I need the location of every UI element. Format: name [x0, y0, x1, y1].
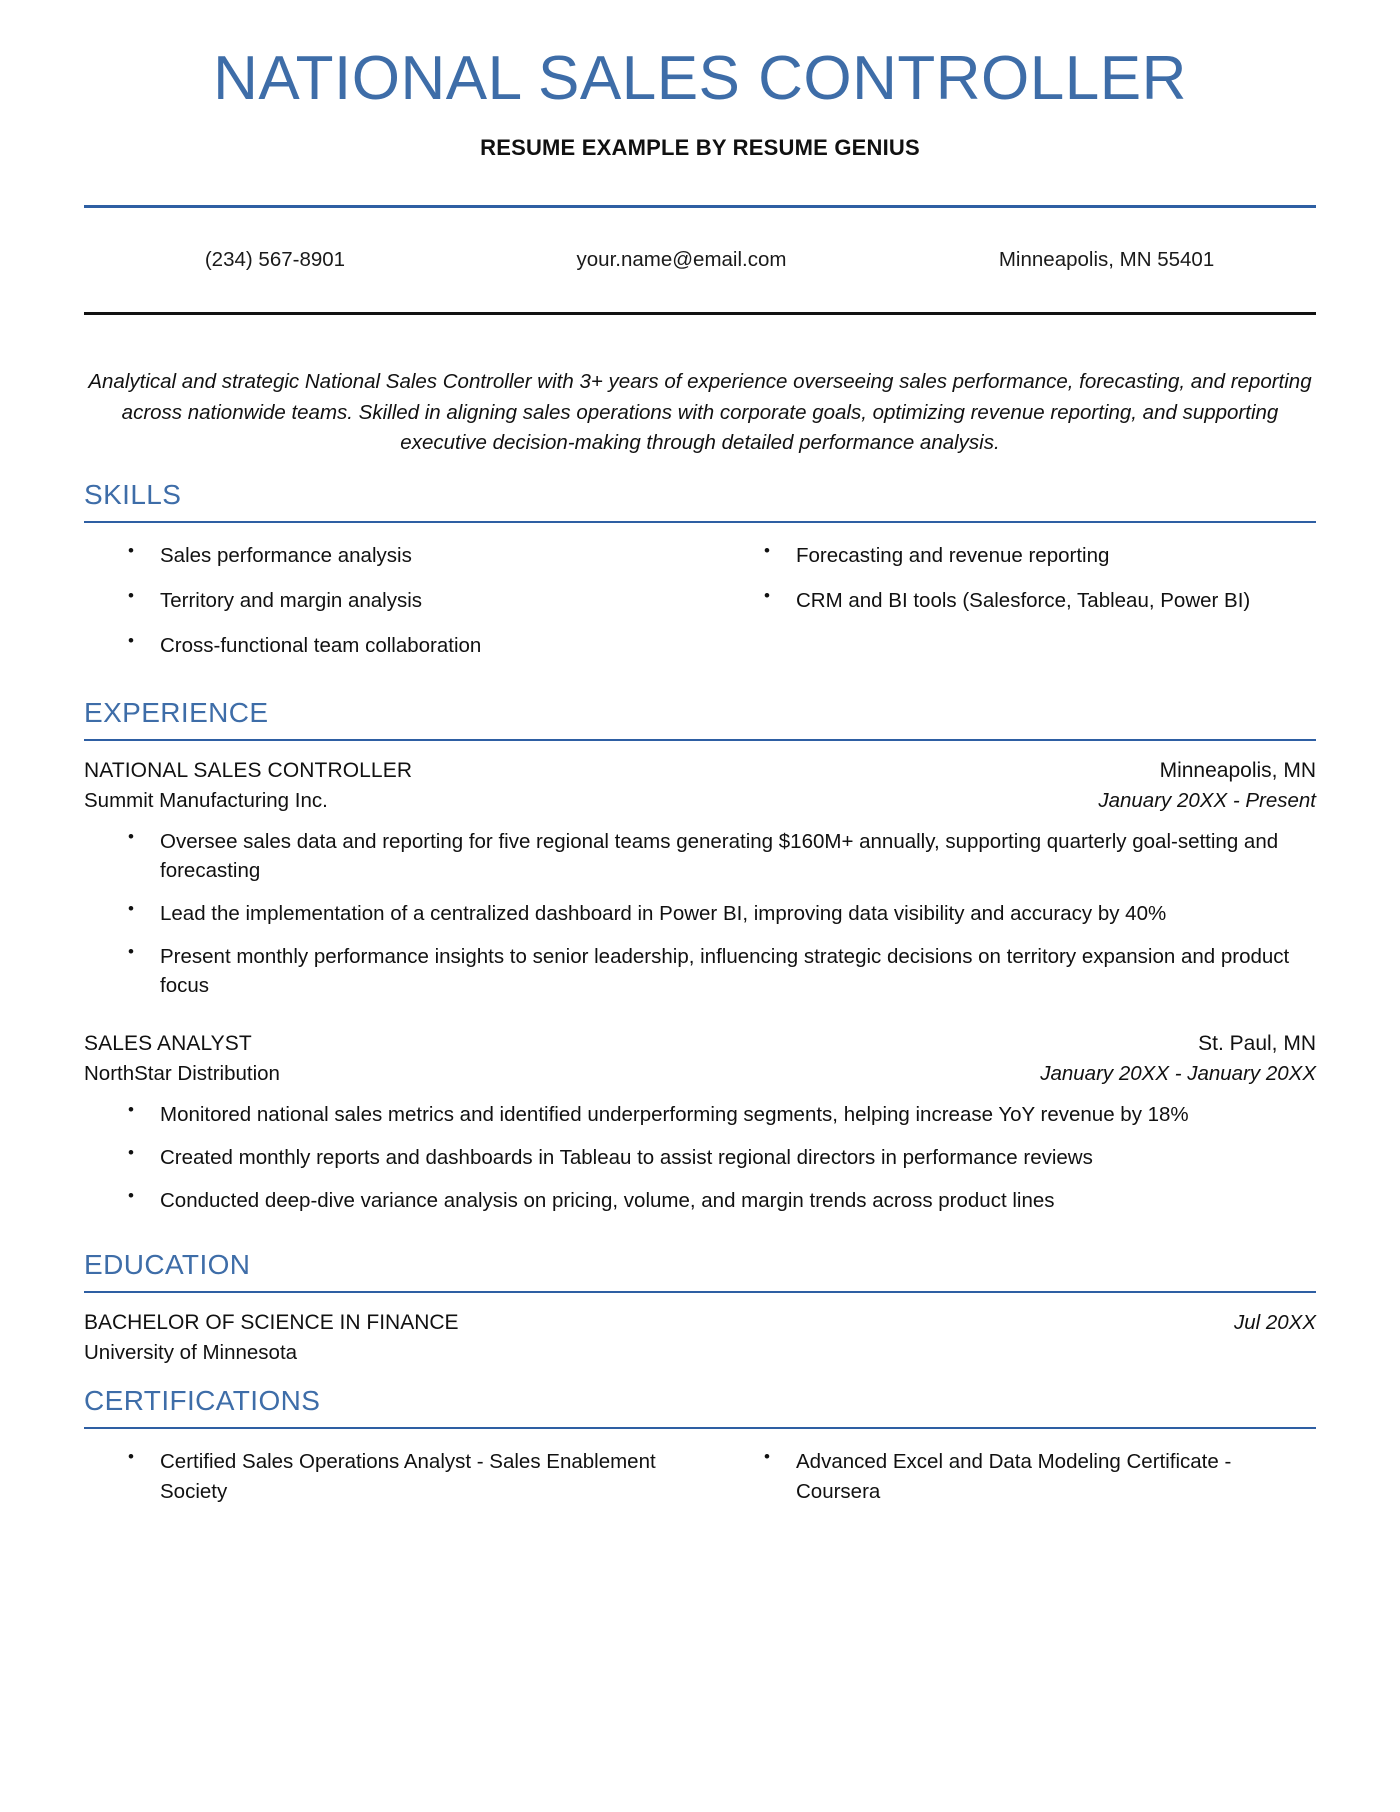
- list-item: • CRM and BI tools (Salesforce, Tableau, Power BI): [720, 586, 1316, 615]
- job-dates: January 20XX - Present: [1098, 788, 1316, 812]
- job-company: Summit Manufacturing Inc.: [84, 788, 328, 812]
- education-degree: BACHELOR OF SCIENCE IN FINANCE: [84, 1311, 459, 1335]
- list-item: • Territory and margin analysis: [84, 586, 700, 615]
- list-item: • Present monthly performance insights to senior leadership, influencing strategic decisions on territory expansion and product focus: [84, 942, 1316, 1000]
- education-section: [84, 1229, 1316, 1365]
- list-item: • Certified Sales Operations Analyst - Sales Enablement Society: [84, 1447, 700, 1505]
- contact-phone[interactable]: (234) 567-8901: [204, 247, 346, 271]
- skills-list-right: [720, 541, 1316, 615]
- header-rule-wrap: [84, 161, 1316, 208]
- list-item: • Conducted deep-dive variance analysis on pricing, volume, and margin trends across product lines: [84, 1186, 1316, 1215]
- education-date: Jul 20XX: [1233, 1311, 1316, 1335]
- experience-title-row-1: [84, 759, 1316, 783]
- experience-company-row-2: [84, 1056, 1316, 1086]
- education-school: University of Minnesota: [84, 1341, 298, 1365]
- contact-row: [84, 208, 1316, 312]
- list-item: • Created monthly reports and dashboards in Tableau to assist regional directors in performance reviews: [84, 1143, 1316, 1172]
- job-location: Minneapolis, MN: [1159, 758, 1316, 782]
- section-heading-certifications: CERTIFICATIONS: [84, 1385, 321, 1417]
- job-location: St. Paul, MN: [1198, 1032, 1316, 1056]
- education-degree-row: [84, 1311, 1316, 1335]
- job-company: NorthStar Distribution: [84, 1062, 280, 1086]
- certifications-list-right: [720, 1447, 1316, 1505]
- list-item: • Monitored national sales metrics and identified underperforming segments, helping increase YoY revenue by 18%: [84, 1100, 1316, 1129]
- list-item: • Forecasting and revenue reporting: [720, 541, 1316, 570]
- job-dates: January 20XX - January 20XX: [1040, 1062, 1316, 1086]
- list-item: • Lead the implementation of a centralized dashboard in Power BI, improving data visibility and accuracy by 40%: [84, 899, 1316, 928]
- certifications-column-right: [700, 1447, 1316, 1519]
- professional-summary: Analytical and strategic National Sales Controller with 3+ years of experience overseeing sales performance, forecasting, and reporting across nationwide teams. Skilled in aligning sales operations with corporate goals, optimizing revenue reporting, and supporting executive decision-making through detailed performance analysis.: [88, 369, 1312, 455]
- experience-title-row-2: [84, 1032, 1316, 1056]
- skills-grid: [84, 523, 1316, 676]
- section-heading-education: EDUCATION: [84, 1249, 251, 1281]
- certifications-section: [84, 1365, 1316, 1519]
- certifications-grid: [84, 1429, 1316, 1519]
- skills-column-right: [700, 541, 1316, 676]
- skills-column-left: [84, 541, 700, 676]
- list-item: • Oversee sales data and reporting for five regional teams generating $160M+ annually, supporting quarterly goal-setting and forecasting: [84, 827, 1316, 885]
- section-heading-experience: EXPERIENCE: [84, 696, 269, 728]
- experience-entry-1: [84, 741, 1316, 1001]
- job-bullets-1: [84, 813, 1316, 1001]
- job-title: NATIONAL SALES CONTROLLER: [84, 758, 413, 782]
- experience-section: [84, 677, 1316, 1216]
- resume-name: NATIONAL SALES CONTROLLER: [213, 44, 1187, 113]
- resume-subtitle: RESUME EXAMPLE BY RESUME GENIUS: [480, 134, 920, 160]
- job-bullets-2: [84, 1086, 1316, 1215]
- skills-section: [84, 459, 1316, 676]
- list-item: • Advanced Excel and Data Modeling Certificate - Coursera: [720, 1447, 1316, 1505]
- list-item: • Sales performance analysis: [84, 541, 700, 570]
- skills-list-left: [84, 541, 700, 660]
- certifications-list-left: [84, 1447, 700, 1505]
- contact-email[interactable]: your.name@email.com: [576, 247, 787, 271]
- experience-entry-2: [84, 1014, 1316, 1215]
- education-entry-1: [84, 1293, 1316, 1365]
- contact-location: Minneapolis, MN 55401: [998, 247, 1215, 271]
- job-title: SALES ANALYST: [84, 1032, 252, 1056]
- certifications-column-left: [84, 1447, 700, 1519]
- list-item: • Cross-functional team collaboration: [84, 631, 700, 660]
- experience-company-row-1: [84, 783, 1316, 813]
- section-heading-skills: SKILLS: [84, 479, 182, 511]
